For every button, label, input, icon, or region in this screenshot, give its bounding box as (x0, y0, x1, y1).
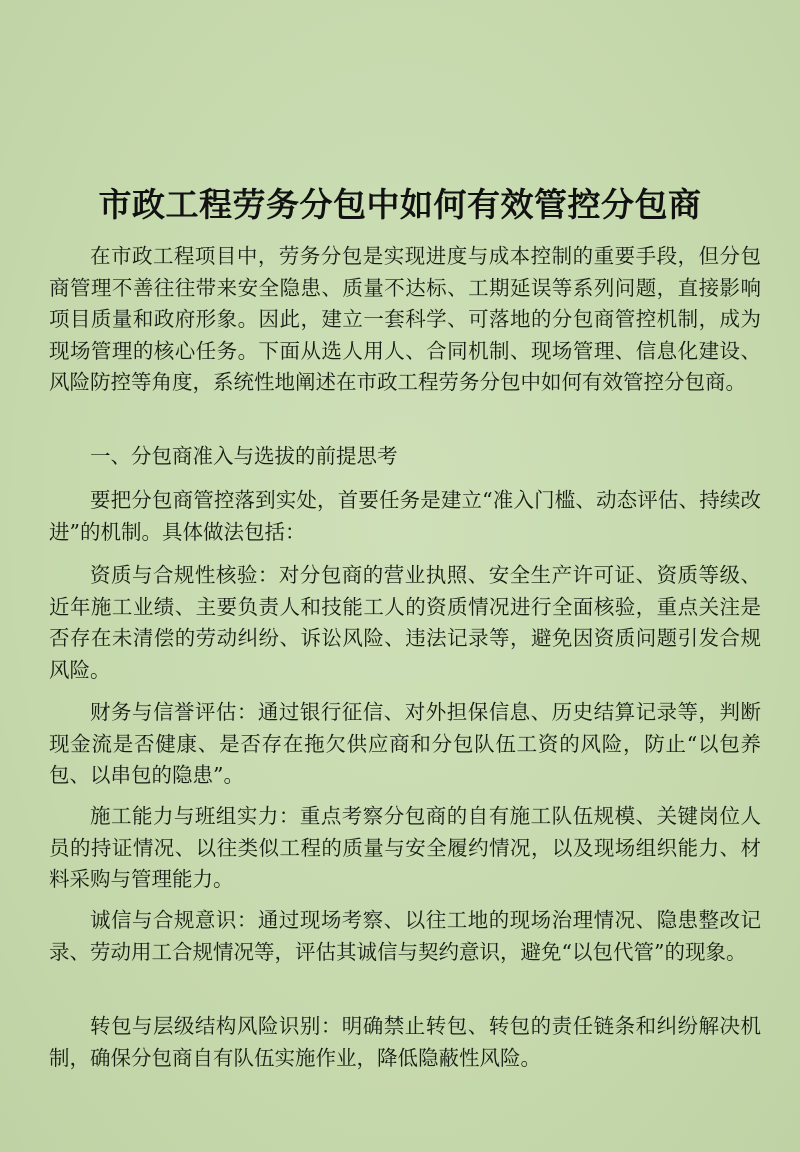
paragraph-integrity-compliance: 诚信与合规意识：通过现场考察、以往工地的现场治理情况、隐患整改记录、劳动用工合规情况等，评估其诚信与契约意识，避免“以包代管”的现象。 (49, 908, 761, 964)
paragraph-entry-mechanism: 要把分包商管控落到实处，首要任务是建立“准入门槛、动态评估、持续改进”的机制。具体做法包括： (49, 488, 761, 544)
paragraph-financial-assessment: 财务与信誉评估：通过银行征信、对外担保信息、历史结算记录等，判断现金流是否健康、是否存在拖欠供应商和分包队伍工资的风险，防止“以包养包、以串包的隐患”。 (49, 700, 761, 787)
paragraph-qualification-check: 资质与合规性核验：对分包商的营业执照、安全生产许可证、资质等级、近年施工业绩、主要负责人和技能工人的资质情况进行全面核验，重点关注是否存在未清偿的劳动纠纷、诉讼风险、违法记录等，避免因资质问题引发合规风险。 (49, 563, 761, 682)
paragraph-construction-capability: 施工能力与班组实力：重点考察分包商的自有施工队伍规模、关键岗位人员的持证情况、以往类似工程的质量与安全履约情况，以及现场组织能力、材料采购与管理能力。 (49, 804, 761, 891)
paragraph-subcontract-risk: 转包与层级结构风险识别：明确禁止转包、转包的责任链条和纠纷解决机制，确保分包商自有队伍实施作业，降低隐蔽性风险。 (49, 1014, 761, 1070)
intro-paragraph: 在市政工程项目中，劳务分包是实现进度与成本控制的重要手段，但分包商管理不善往往带来安全隐患、质量不达标、工期延误等系列问题，直接影响项目质量和政府形象。因此，建立一套科学、可落地的分包商管控机制，成为现场管理的核心任务。下面从选人用人、合同机制、现场管理、信息化建设、风险防控等角度，系统性地阐述在市政工程劳务分包中如何有效管控分包商。 (49, 244, 761, 394)
section-heading: 一、分包商准入与选拔的前提思考 (90, 444, 398, 468)
document-title: 市政工程劳务分包中如何有效管控分包商 (98, 185, 702, 224)
